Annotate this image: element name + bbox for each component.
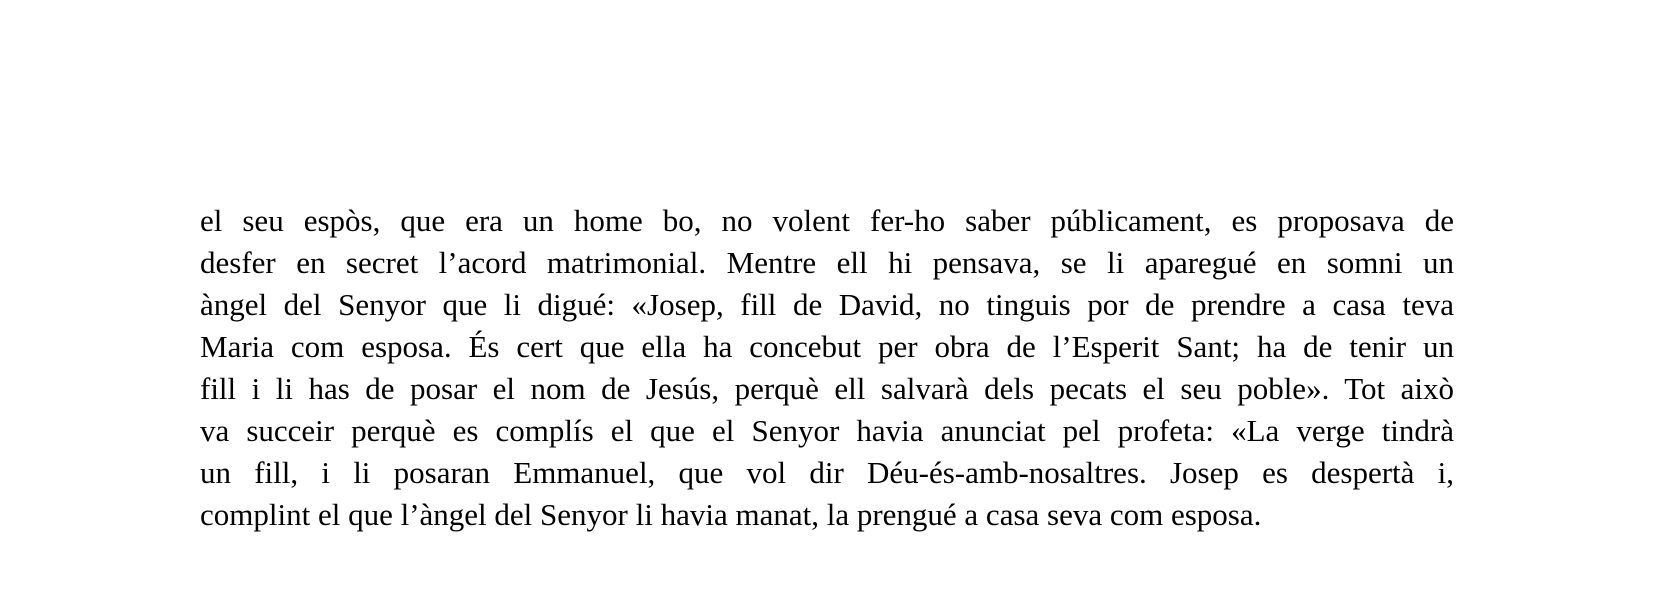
body-paragraph <box>200 200 1454 536</box>
paragraph-line: fill i li has de posar el nom de Jesús, perquè ell salvarà dels pecats el seu poble». Tot això <box>200 371 1454 406</box>
paragraph-line: complint el que l’àngel del Senyor li havia manat, la prengué a casa seva com esposa. <box>200 497 1262 532</box>
paragraph-line: Maria com esposa. És cert que ella ha concebut per obra de l’Esperit Sant; ha de tenir un <box>200 329 1454 364</box>
paragraph-line: el seu espòs, que era un home bo, no volent fer-ho saber públicament, es proposava de <box>200 203 1454 238</box>
paragraph-line: un fill, i li posaran Emmanuel, que vol dir Déu-és-amb-nosaltres. Josep es despertà i, <box>200 455 1454 490</box>
paragraph-line: va succeir perquè es complís el que el Senyor havia anunciat pel profeta: «La verge tindrà <box>200 413 1454 448</box>
paragraph-line: desfer en secret l’acord matrimonial. Mentre ell hi pensava, se li aparegué en somni un <box>200 245 1454 280</box>
paragraph-line: àngel del Senyor que li digué: «Josep, fill de David, no tinguis por de prendre a casa teva <box>200 287 1454 322</box>
